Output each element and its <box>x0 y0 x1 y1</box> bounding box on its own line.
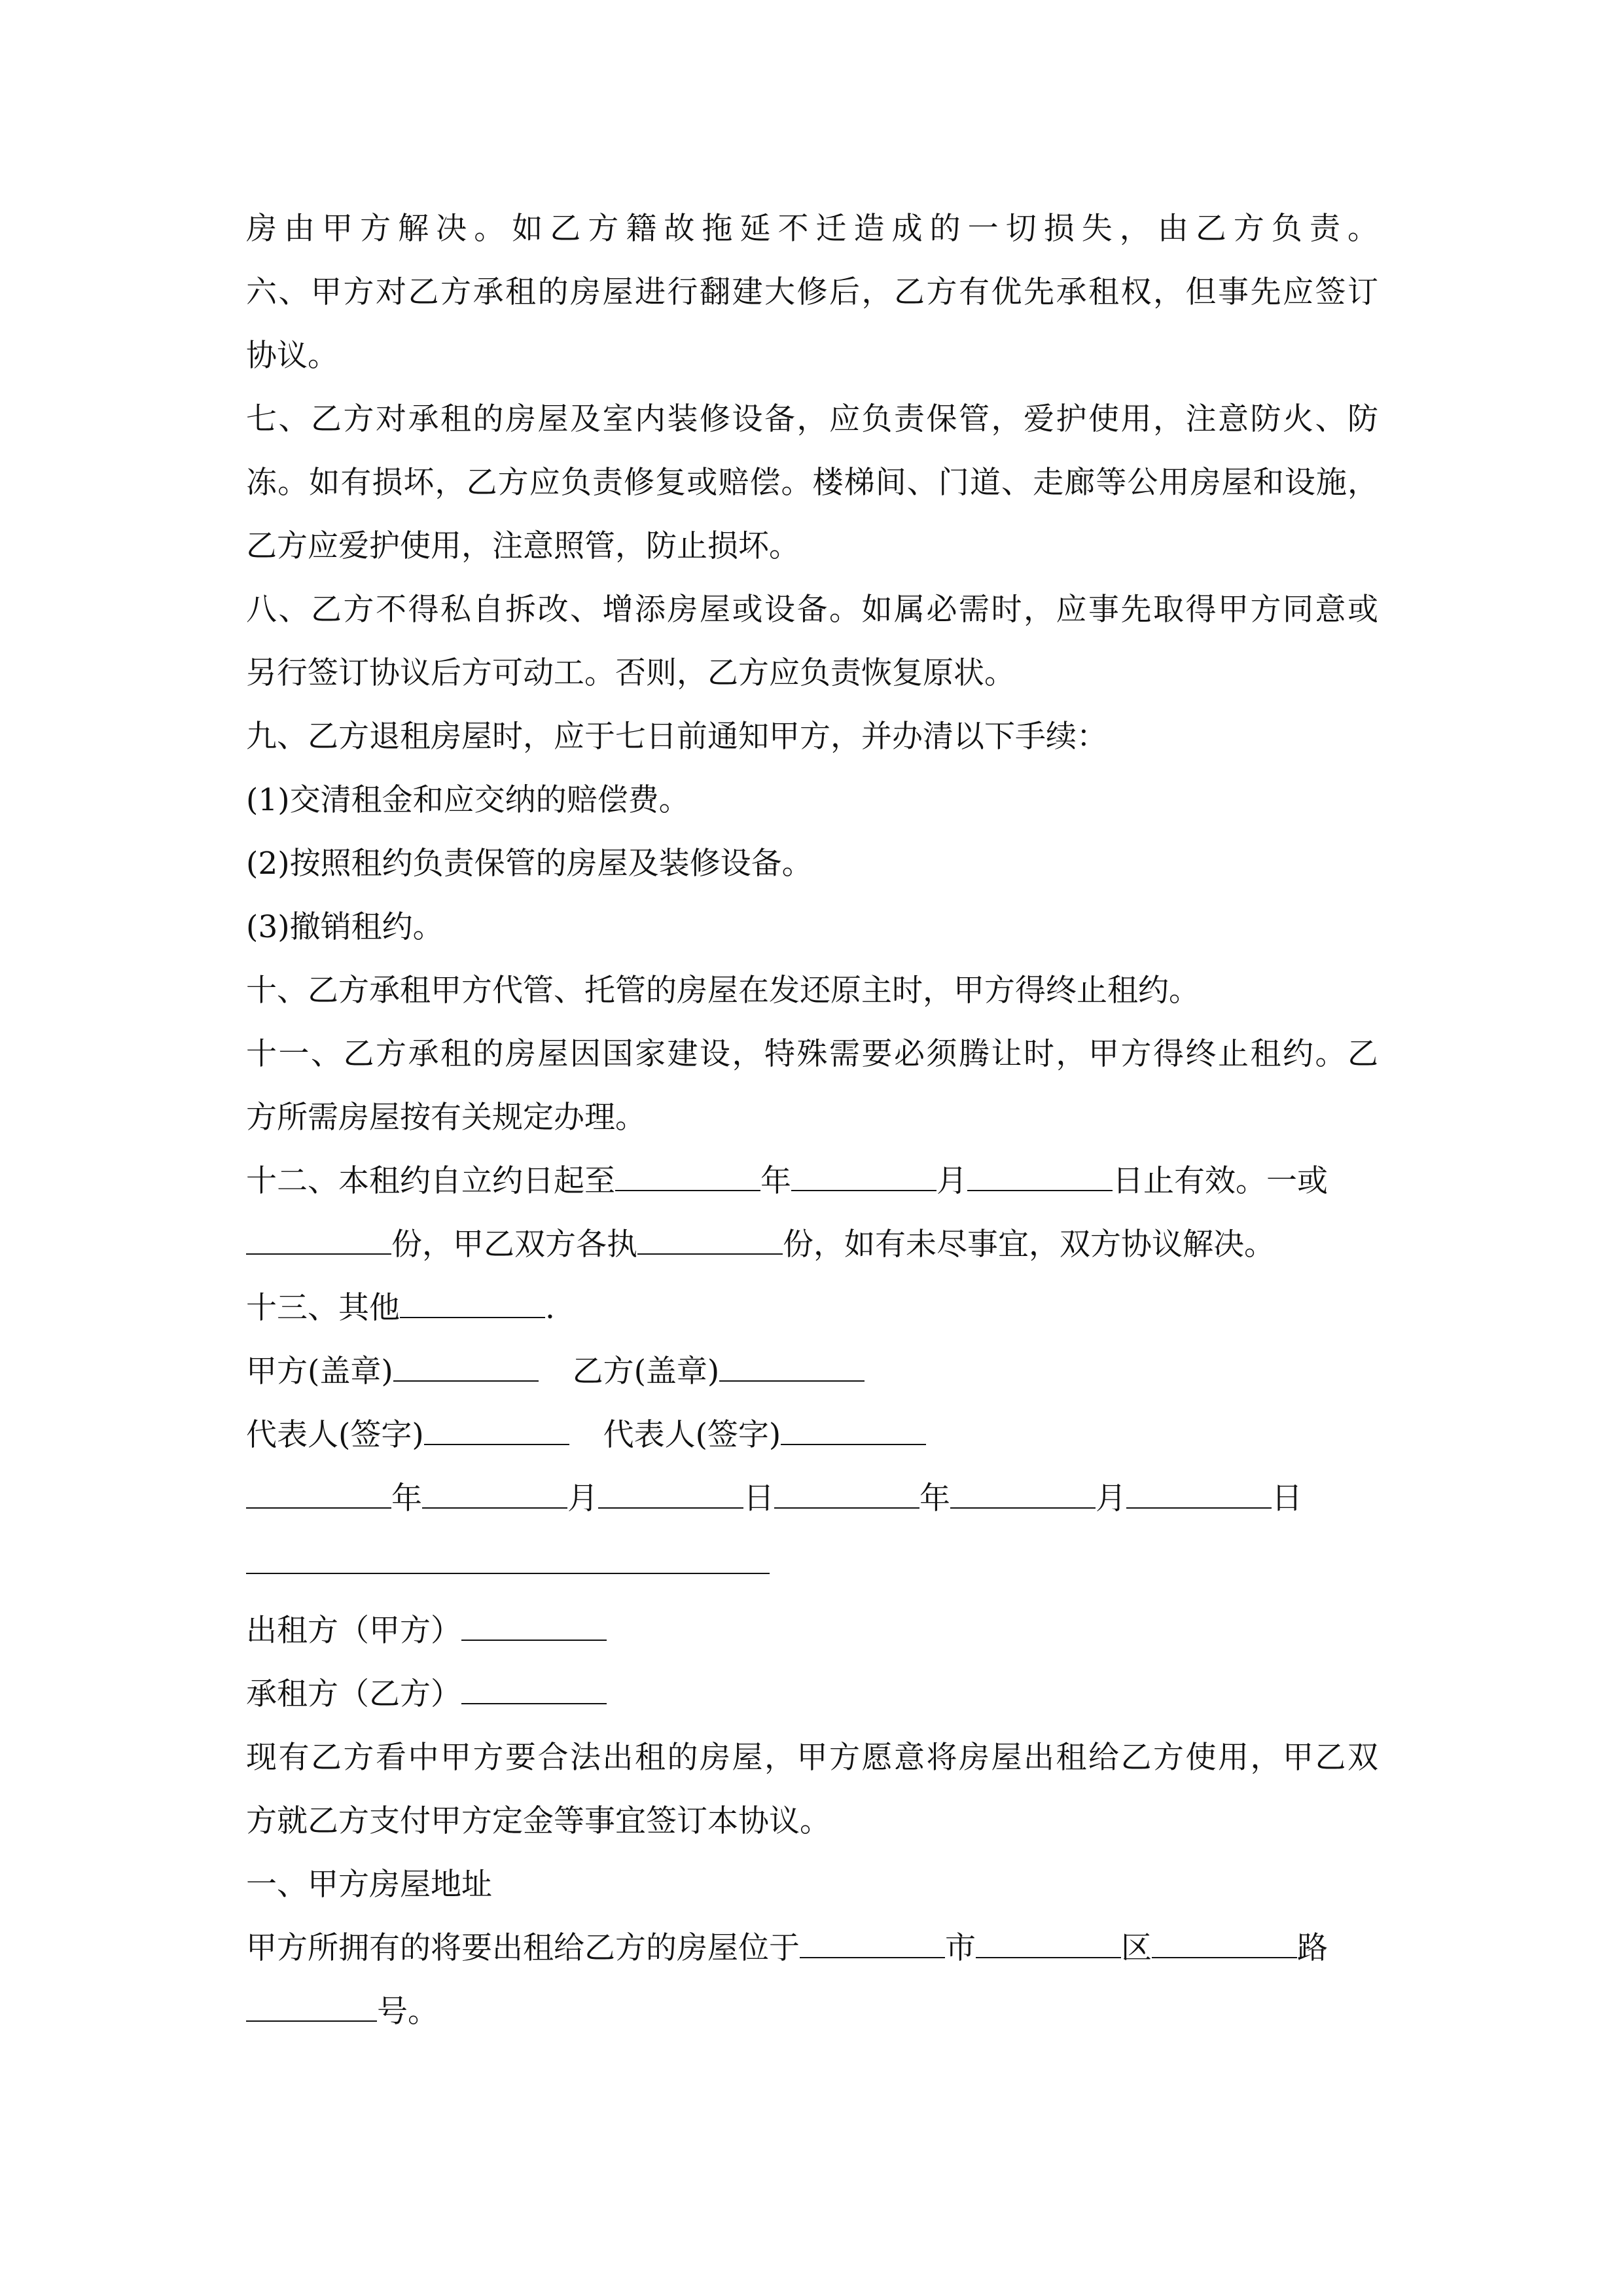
text-line: 十、乙方承租甲方代管、托管的房屋在发还原主时，甲方得终止租约。 <box>246 973 1200 1009</box>
lessor-label: 出租方（甲方） <box>246 1613 461 1649</box>
blank-field[interactable] <box>422 1481 567 1509</box>
text-run: 日止有效。一或 <box>1113 1163 1328 1199</box>
text-line: (1)交清租金和应交纳的赔偿费。 <box>246 782 690 818</box>
section-heading: 一、甲方房屋地址 <box>246 1867 492 1903</box>
text-line: 方就乙方支付甲方定金等事宜签订本协议。 <box>246 1803 830 1839</box>
text-line: 房由甲方解决。如乙方籍故拖延不迁造成的一切损失，由乙方负责。 <box>246 211 1378 247</box>
road-field[interactable] <box>1152 1931 1297 1958</box>
party-b-seal-label: 乙方(盖章) <box>572 1354 720 1390</box>
text-run: 份，甲乙双方各执 <box>391 1227 637 1263</box>
party-b-rep-label: 代表人(签字) <box>603 1417 781 1453</box>
text-run: 十三、其他 <box>246 1290 400 1326</box>
seal-line <box>246 1352 1378 1391</box>
text-run: 市 <box>945 1930 976 1966</box>
text-line: 乙方应爱护使用，注意照管，防止损坏。 <box>246 528 800 564</box>
text-run: 日 <box>1272 1480 1302 1516</box>
blank-field[interactable] <box>598 1481 743 1509</box>
party-a-rep-label: 代表人(签字) <box>246 1417 424 1453</box>
text-run: 甲方所拥有的将要出租给乙方的房屋位于 <box>246 1930 800 1966</box>
copies-line <box>246 1225 1378 1265</box>
text-line: 另行签订协议后方可动工。否则，乙方应负责恢复原状。 <box>246 655 1015 691</box>
text-run: 十二、本租约自立约日起至 <box>246 1163 615 1199</box>
text-line: 七、乙方对承租的房屋及室内装修设备，应负责保管，爱护使用，注意防火、防 <box>246 401 1378 437</box>
text-run: 日 <box>743 1480 774 1516</box>
blank-field[interactable] <box>615 1164 760 1191</box>
text-run: 月 <box>567 1480 598 1516</box>
number-line <box>246 1992 1378 2032</box>
text-run: 年 <box>760 1163 791 1199</box>
blank-field[interactable] <box>246 1481 391 1509</box>
lessee-field[interactable] <box>461 1677 607 1704</box>
text-run: 年 <box>919 1480 950 1516</box>
text-line: 现有乙方看中甲方要合法出租的房屋，甲方愿意将房屋出租给乙方使用，甲乙双 <box>246 1740 1378 1776</box>
text-line: 协议。 <box>246 338 338 374</box>
blank-field[interactable] <box>246 1227 391 1255</box>
blank-field[interactable] <box>774 1481 919 1509</box>
party-a-seal-label: 甲方(盖章) <box>246 1354 393 1390</box>
text-line: 九、乙方退租房屋时，应于七日前通知甲方，并办清以下手续： <box>246 719 1107 755</box>
address-line <box>246 1929 1378 1968</box>
date-line <box>246 1479 1378 1518</box>
signature-line <box>246 1416 1378 1455</box>
text-run: 路 <box>1297 1930 1328 1966</box>
text-line: 方所需房屋按有关规定办理。 <box>246 1100 646 1136</box>
party-a-rep-field[interactable] <box>424 1418 569 1445</box>
term-line <box>246 1162 1378 1201</box>
text-run: 月 <box>1096 1480 1126 1516</box>
separator-line <box>246 1573 770 1574</box>
blank-field[interactable] <box>791 1164 936 1191</box>
blank-field[interactable] <box>400 1291 545 1318</box>
text-line: 六、甲方对乙方承租的房屋进行翻建大修后，乙方有优先承租权，但事先应签订 <box>246 274 1378 310</box>
party-b-seal-field[interactable] <box>719 1354 865 1382</box>
party-b-rep-field[interactable] <box>781 1418 926 1445</box>
lessee-line <box>246 1675 1378 1714</box>
text-line: 十一、乙方承租的房屋因国家建设，特殊需要必须腾让时，甲方得终止租约。乙 <box>246 1036 1378 1072</box>
text-run: 区 <box>1121 1930 1152 1966</box>
blank-field[interactable] <box>637 1227 783 1255</box>
text-line: 冻。如有损坏，乙方应负责修复或赔偿。楼梯间、门道、走廊等公用房屋和设施， <box>246 465 1378 501</box>
lessor-field[interactable] <box>461 1613 607 1641</box>
text-line: (3)撤销租约。 <box>246 909 444 945</box>
text-run: . <box>545 1290 555 1326</box>
blank-field[interactable] <box>950 1481 1096 1509</box>
lessor-line <box>246 1611 1378 1651</box>
district-field[interactable] <box>976 1931 1121 1958</box>
text-line: (2)按照租约负责保管的房屋及装修设备。 <box>246 846 813 882</box>
lessee-label: 承租方（乙方） <box>246 1676 461 1712</box>
text-run: 月 <box>936 1163 967 1199</box>
blank-field[interactable] <box>1126 1481 1272 1509</box>
city-field[interactable] <box>800 1931 945 1958</box>
number-field[interactable] <box>246 1994 377 2022</box>
party-a-seal-field[interactable] <box>393 1354 539 1382</box>
text-run: 份，如有未尽事宜，双方协议解决。 <box>783 1227 1275 1263</box>
blank-field[interactable] <box>967 1164 1113 1191</box>
text-line: 八、乙方不得私自拆改、增添房屋或设备。如属必需时，应事先取得甲方同意或 <box>246 592 1378 628</box>
other-line <box>246 1289 1378 1328</box>
text-run: 年 <box>391 1480 422 1516</box>
text-run: 号。 <box>377 1994 438 2030</box>
